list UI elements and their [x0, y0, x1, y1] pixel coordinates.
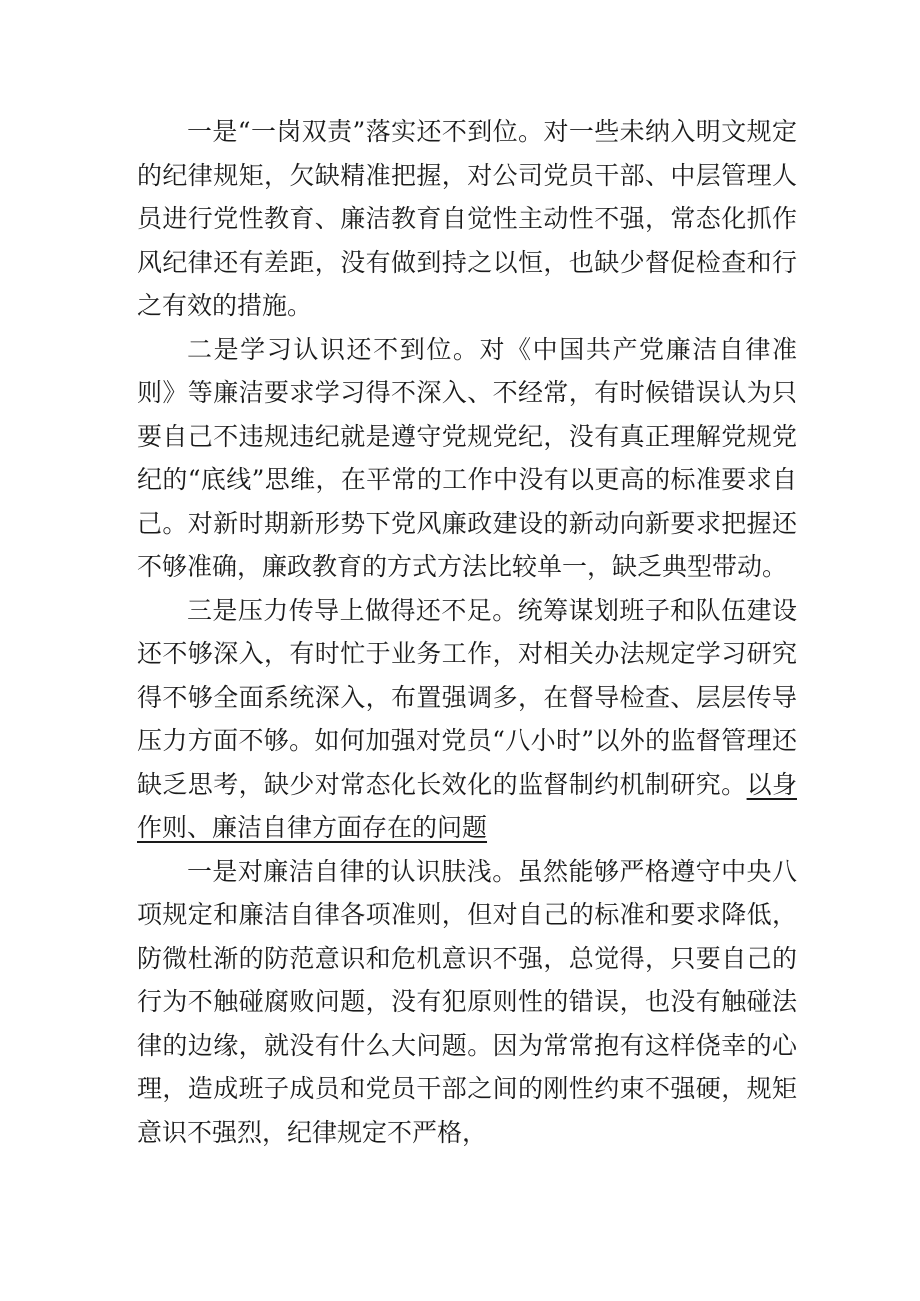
paragraph-3 — [137, 589, 797, 850]
document-body — [137, 110, 797, 1154]
paragraph-1-text: 一是“一岗双责”落实还不到位。对一些未纳入明文规定的纪律规矩，欠缺精准把握，对公司党员干部、中层管理人员进行党性教育、廉洁教育自觉性主动性不强，常态化抓作风纪律还有差距，没有做到持之以恒，也缺少督促检查和行之有效的措施。 — [137, 117, 797, 320]
paragraph-2 — [137, 328, 797, 589]
paragraph-4-text: 一是对廉洁自律的认识肤浅。虽然能够严格遵守中央八项规定和廉洁自律各项准则，但对自己的标准和要求降低，防微杜渐的防范意识和危机意识不强，总觉得，只要自己的行为不触碰腐败问题，没有犯原则性的错误，也没有触碰法律的边缘，就没有什么大问题。因为常常抱有这样侥幸的心理，造成班子成员和党员干部之间的刚性约束不强硬，规矩意识不强烈，纪律规定不严格， — [137, 856, 797, 1147]
paragraph-2-text: 二是学习认识还不到位。对《中国共产党廉洁自律准则》等廉洁要求学习得不深入、不经常，有时候错误认为只要自己不违规违纪就是遵守党规党纪，没有真正理解党规党纪的“底线”思维，在平常的工作中没有以更高的标准要求自己。对新时期新形势下党风廉政建设的新动向新要求把握还不够准确，廉政教育的方式方法比较单一，缺乏典型带动。 — [137, 334, 797, 581]
section-heading-underlined: 以身作则、廉洁自律方面存在的问题 — [137, 769, 797, 842]
paragraph-3-text: 三是压力传导上做得还不足。统筹谋划班子和队伍建设还不够深入，有时忙于业务工作，对相关办法规定学习研究得不够全面系统深入，布置强调多，在督导检查、层层传导压力方面不够。如何加强对党员“八小时”以外的监督管理还缺乏思考，缺少对常态化长效化的监督制约机制研究。 — [137, 595, 797, 799]
paragraph-4 — [137, 850, 797, 1155]
paragraph-1 — [137, 110, 797, 328]
